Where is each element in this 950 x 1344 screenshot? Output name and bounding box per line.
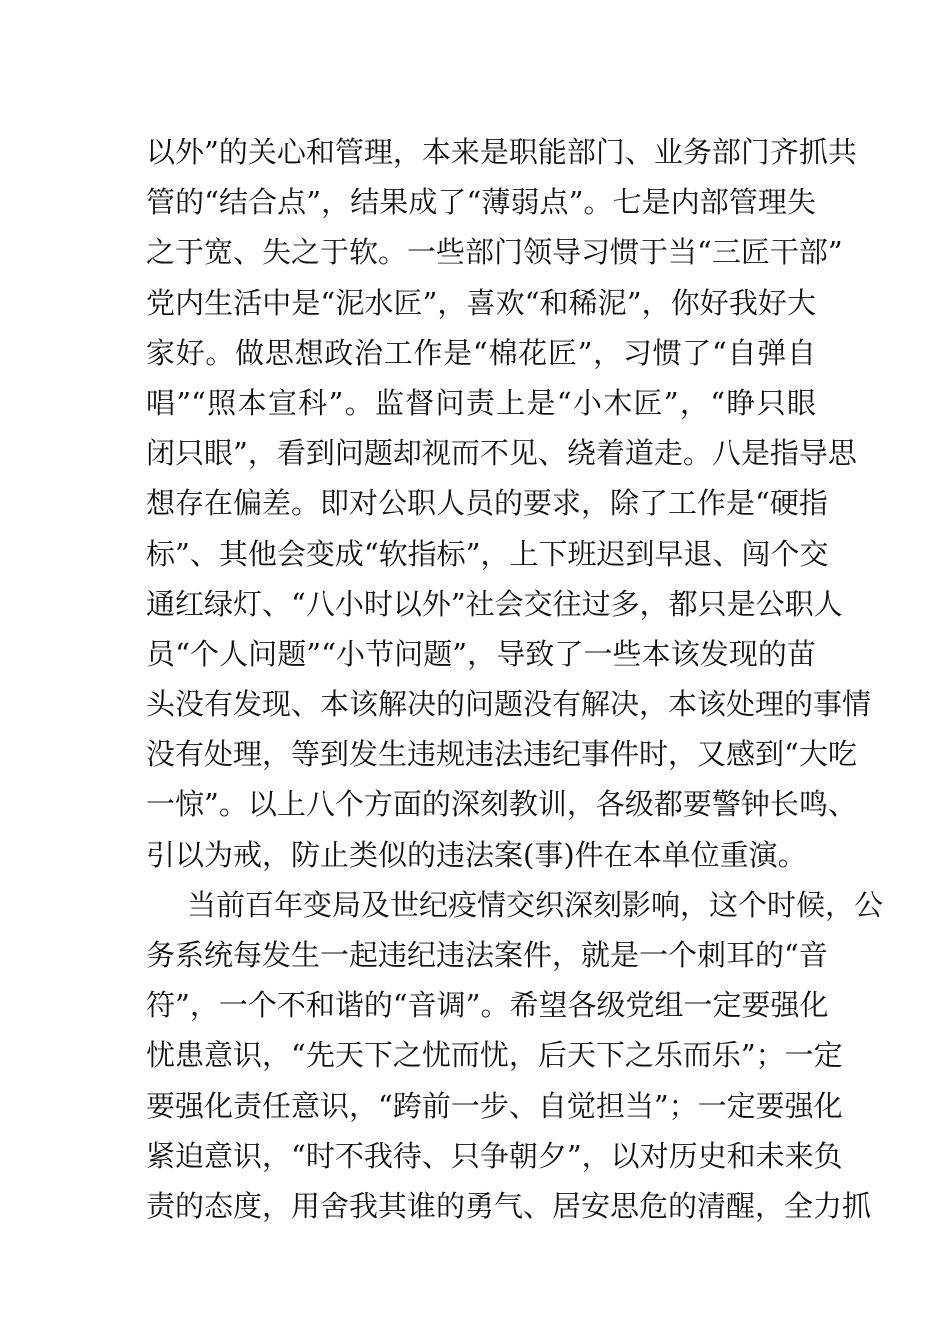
paragraph-1 bbox=[146, 127, 872, 880]
body-text bbox=[146, 127, 884, 1231]
text-line: 一惊”。以上八个方面的深刻教训，各级都要警钟长鸣、 bbox=[146, 787, 857, 822]
text-line: 忧患意识，“先天下之忧而忧，后天下之乐而乐”；一定 bbox=[146, 1038, 843, 1073]
text-line: 唱”“照本宣科”。监督问责上是“小木匠”，“睁只眼 bbox=[146, 385, 816, 420]
text-line: 当前百年变局及世纪疫情交织深刻影响，这个时候，公 bbox=[187, 887, 884, 922]
text-line: 要强化责任意识，“跨前一步、自觉担当”；一定要强化 bbox=[146, 1088, 843, 1123]
text-line: 标”、其他会变成“软指标”，上下班迟到早退、闯个交 bbox=[146, 536, 829, 571]
text-line: 头没有发现、本该解决的问题没有解决，本该处理的事情 bbox=[146, 687, 872, 722]
text-line: 员“个人问题”“小节问题”，导致了一些本该发现的苗 bbox=[146, 636, 816, 671]
text-line: 家好。做思想政治工作是“棉花匠”，习惯了“自弹自 bbox=[146, 335, 816, 370]
text-line: 没有处理，等到发生违规违法违纪事件时，又感到“大吃 bbox=[146, 737, 857, 772]
text-line: 之于宽、失之于软。一些部门领导习惯于当“三匠干部” bbox=[146, 235, 843, 270]
text-line: 想存在偏差。即对公职人员的要求，除了工作是“硬指 bbox=[146, 486, 828, 521]
paragraph-2 bbox=[146, 880, 884, 1231]
text-line: 党内生活中是“泥水匠”，喜欢“和稀泥”，你好我好大 bbox=[146, 285, 816, 320]
text-line: 务系统每发生一起违纪违法案件，就是一个刺耳的“音 bbox=[146, 938, 828, 972]
text-line: 符”，一个不和谐的“音调”。希望各级党组一定要强化 bbox=[146, 988, 829, 1023]
text-line: 管的“结合点”，结果成了“薄弱点”。七是内部管理失 bbox=[146, 185, 816, 220]
text-line: 责的态度，用舍我其谁的勇气、居安思危的清醒，全力抓 bbox=[146, 1188, 872, 1223]
text-line: 紧迫意识，“时不我待、只争朝夕”，以对历史和未来负 bbox=[146, 1138, 843, 1173]
text-line: 闭只眼”，看到问题却视而不见、绕着道走。八是指导思 bbox=[146, 436, 857, 471]
text-line: 引以为戒，防止类似的违法案(事)件在本单位重演。 bbox=[146, 837, 807, 872]
text-line: 通红绿灯、“八小时以外”社会交往过多，都只是公职人 bbox=[146, 586, 843, 621]
text-line: 以外”的关心和管理，本来是职能部门、业务部门齐抓共 bbox=[146, 135, 857, 169]
